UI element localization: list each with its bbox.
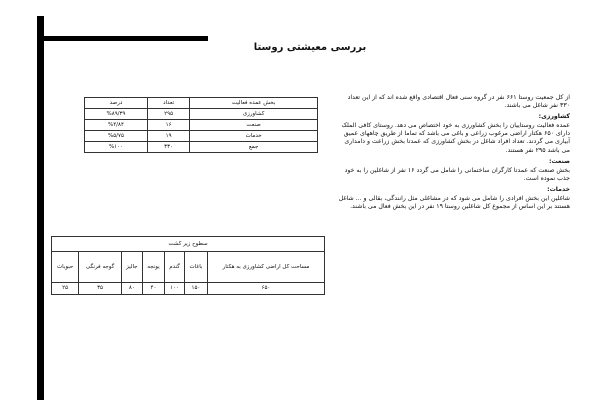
table-header-cell: گندم xyxy=(165,252,185,283)
services-heading: خدمات: xyxy=(547,185,570,193)
table-cell: ۱۵۰ xyxy=(184,283,207,295)
table-cell: کشاورزی xyxy=(190,109,318,120)
table-cell: ۱۶ xyxy=(147,120,189,131)
table-cell: %۴/۸۴ xyxy=(85,120,148,131)
table-cell: ۸۰ xyxy=(121,283,142,295)
table-row xyxy=(85,120,318,131)
table-cell: ۱۰۰ xyxy=(165,283,185,295)
table-header-cell: حبوبات xyxy=(52,252,79,283)
services-paragraph: شاغلین این بخش افرادی را شامل می شود که در مشاغلی مثل رانندگی، بقالی و ... شاغل هستند بر این اساس از مجموع کل شاغلین روستا ۱۹ نفر در این بخش فعال می باشند. xyxy=(338,195,570,211)
table-cell: ۲۹۵ xyxy=(147,109,189,120)
table-row xyxy=(85,109,318,120)
table-header-cell: گوجه فرنگی xyxy=(79,252,122,283)
agriculture-heading: کشاورزی: xyxy=(538,113,570,121)
table-header-cell: بخش عمده فعالیت xyxy=(190,98,318,109)
table-cell: ۲۵ xyxy=(52,283,79,295)
body-text xyxy=(338,94,570,213)
table-cell: %۸۹/۳۹ xyxy=(85,109,148,120)
table-header-row xyxy=(85,98,318,109)
table-cell: صنعت xyxy=(190,120,318,131)
cultivation-table xyxy=(51,236,325,295)
decorative-horizontal-bar xyxy=(44,36,208,41)
table-row xyxy=(52,283,325,295)
table-header-cell: درصد xyxy=(85,98,148,109)
table-header-row xyxy=(52,252,325,283)
table-cell: خدمات xyxy=(190,131,318,142)
table-header-cell: تعداد xyxy=(147,98,189,109)
table-cell: %۱۰۰ xyxy=(85,142,148,153)
table-cell: ۳۳۰ xyxy=(147,142,189,153)
table-cell: %۵/۷۵ xyxy=(85,131,148,142)
table-cell: ۱۹ xyxy=(147,131,189,142)
industry-paragraph: بخش صنعت که عمدتا کارگران ساختمانی را شامل می گردد ۱۶ نفر از شاغلین را به خود جذب نموده است. xyxy=(344,166,570,182)
table-row xyxy=(85,142,318,153)
table-header-cell: مساحت کل اراضی کشاورزی به هکتار xyxy=(207,252,324,283)
table-cell: ۴۰ xyxy=(142,283,164,295)
table-header-cell: جالیز xyxy=(121,252,142,283)
intro-paragraph: از کل جمعیت روستا ۶۶۱ نفر در گروه سنی فعال اقتصادی واقع شده اند که از این تعداد ۳۳۰ نفر شاغل می باشند. xyxy=(347,94,570,110)
decorative-vertical-bar xyxy=(37,16,44,400)
table-header-cell: یونجه xyxy=(142,252,164,283)
table-caption-row xyxy=(52,237,325,252)
table-header-cell: باغات xyxy=(184,252,207,283)
table-cell: ۳۵ xyxy=(79,283,122,295)
page-title: بررسی معیشتی روستا xyxy=(253,42,367,53)
agriculture-paragraph: عمده فعالیت روستاییان را بخش کشاورزی به خود اختصاص می دهد. روستای کافی الملک دارای ۶۵۰ هکتار اراضی مرغوب زراعی و باغی می باشد که تماما از طریق چاههای عمیق آبیاری می گردند. تعداد افراد شاغل در بخش کشاورزی که عمدتا بخش زراعت و دامداری می باشد ۲۹۵ نفر هستند. xyxy=(341,122,570,154)
industry-heading: صنعت: xyxy=(548,157,570,165)
table-caption: سطوح زیر کشت xyxy=(52,237,325,252)
table-cell: جمع xyxy=(190,142,318,153)
employment-table xyxy=(84,97,318,153)
table-row xyxy=(85,131,318,142)
table-cell: ۶۵۰ xyxy=(207,283,324,295)
